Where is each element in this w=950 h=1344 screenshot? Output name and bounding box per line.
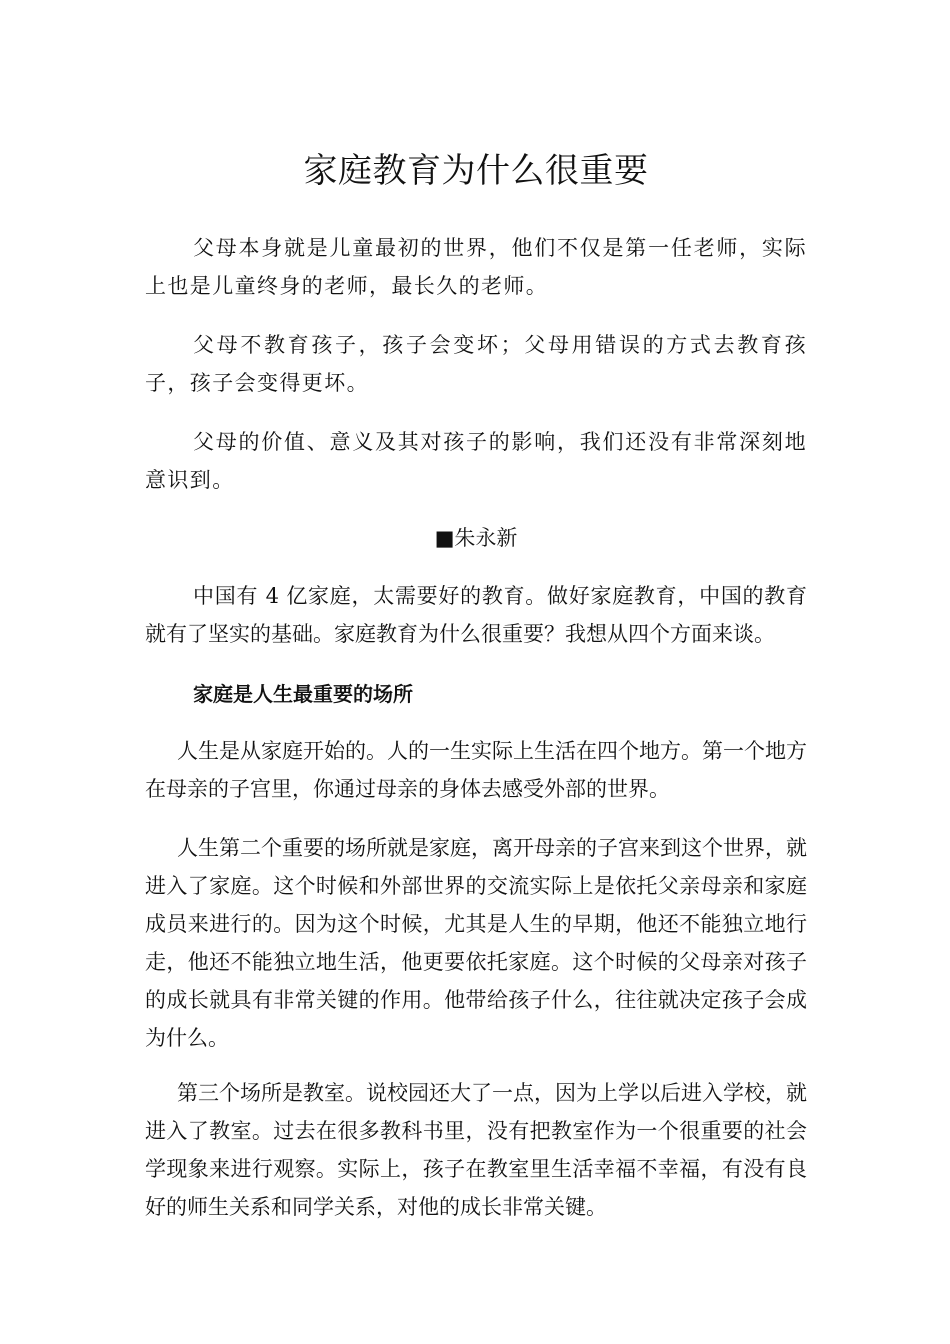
section-heading: 家庭是人生最重要的场所 (193, 682, 413, 706)
author-byline: ■朱永新 (434, 526, 518, 550)
quote-paragraph: 父母的价值、意义及其对孩子的影响，我们还没有非常深刻地意识到。 (145, 430, 807, 492)
article-title: 家庭教育为什么很重要 (303, 151, 649, 191)
body-paragraph: 人生第二个重要的场所就是家庭，离开母亲的子宫来到这个世界，就进入了家庭。这个时候和外部世界的交流实际上是依托父亲母亲和家庭成员来进行的。因为这个时候，尤其是人生的早期，他还不能独立地行走，他还不能独立地生活，他更要依托家庭。这个时候的父母亲对孩子的成长就具有非常关键的作用。他带给孩子什么，往往就决定孩子会成为什么。 (145, 836, 807, 1050)
quote-paragraph: 父母不教育孩子，孩子会变坏；父母用错误的方式去教育孩子，孩子会变得更坏。 (145, 333, 807, 395)
quote-paragraph: 父母本身就是儿童最初的世界，他们不仅是第一任老师，实际上也是儿童终身的老师，最长久的老师。 (145, 236, 807, 298)
body-paragraph: 第三个场所是教室。说校园还大了一点，因为上学以后进入学校，就进入了教室。过去在很多教科书里，没有把教室作为一个很重要的社会学现象来进行观察。实际上，孩子在教室里生活幸福不幸福，有没有良好的师生关系和同学关系，对他的成长非常关键。 (145, 1081, 807, 1219)
intro-paragraph: 中国有 4 亿家庭，太需要好的教育。做好家庭教育，中国的教育就有了坚实的基础。家庭教育为什么很重要？我想从四个方面来谈。 (145, 584, 807, 646)
body-paragraph: 人生是从家庭开始的。人的一生实际上生活在四个地方。第一个地方在母亲的子宫里，你通过母亲的身体去感受外部的世界。 (145, 739, 807, 801)
